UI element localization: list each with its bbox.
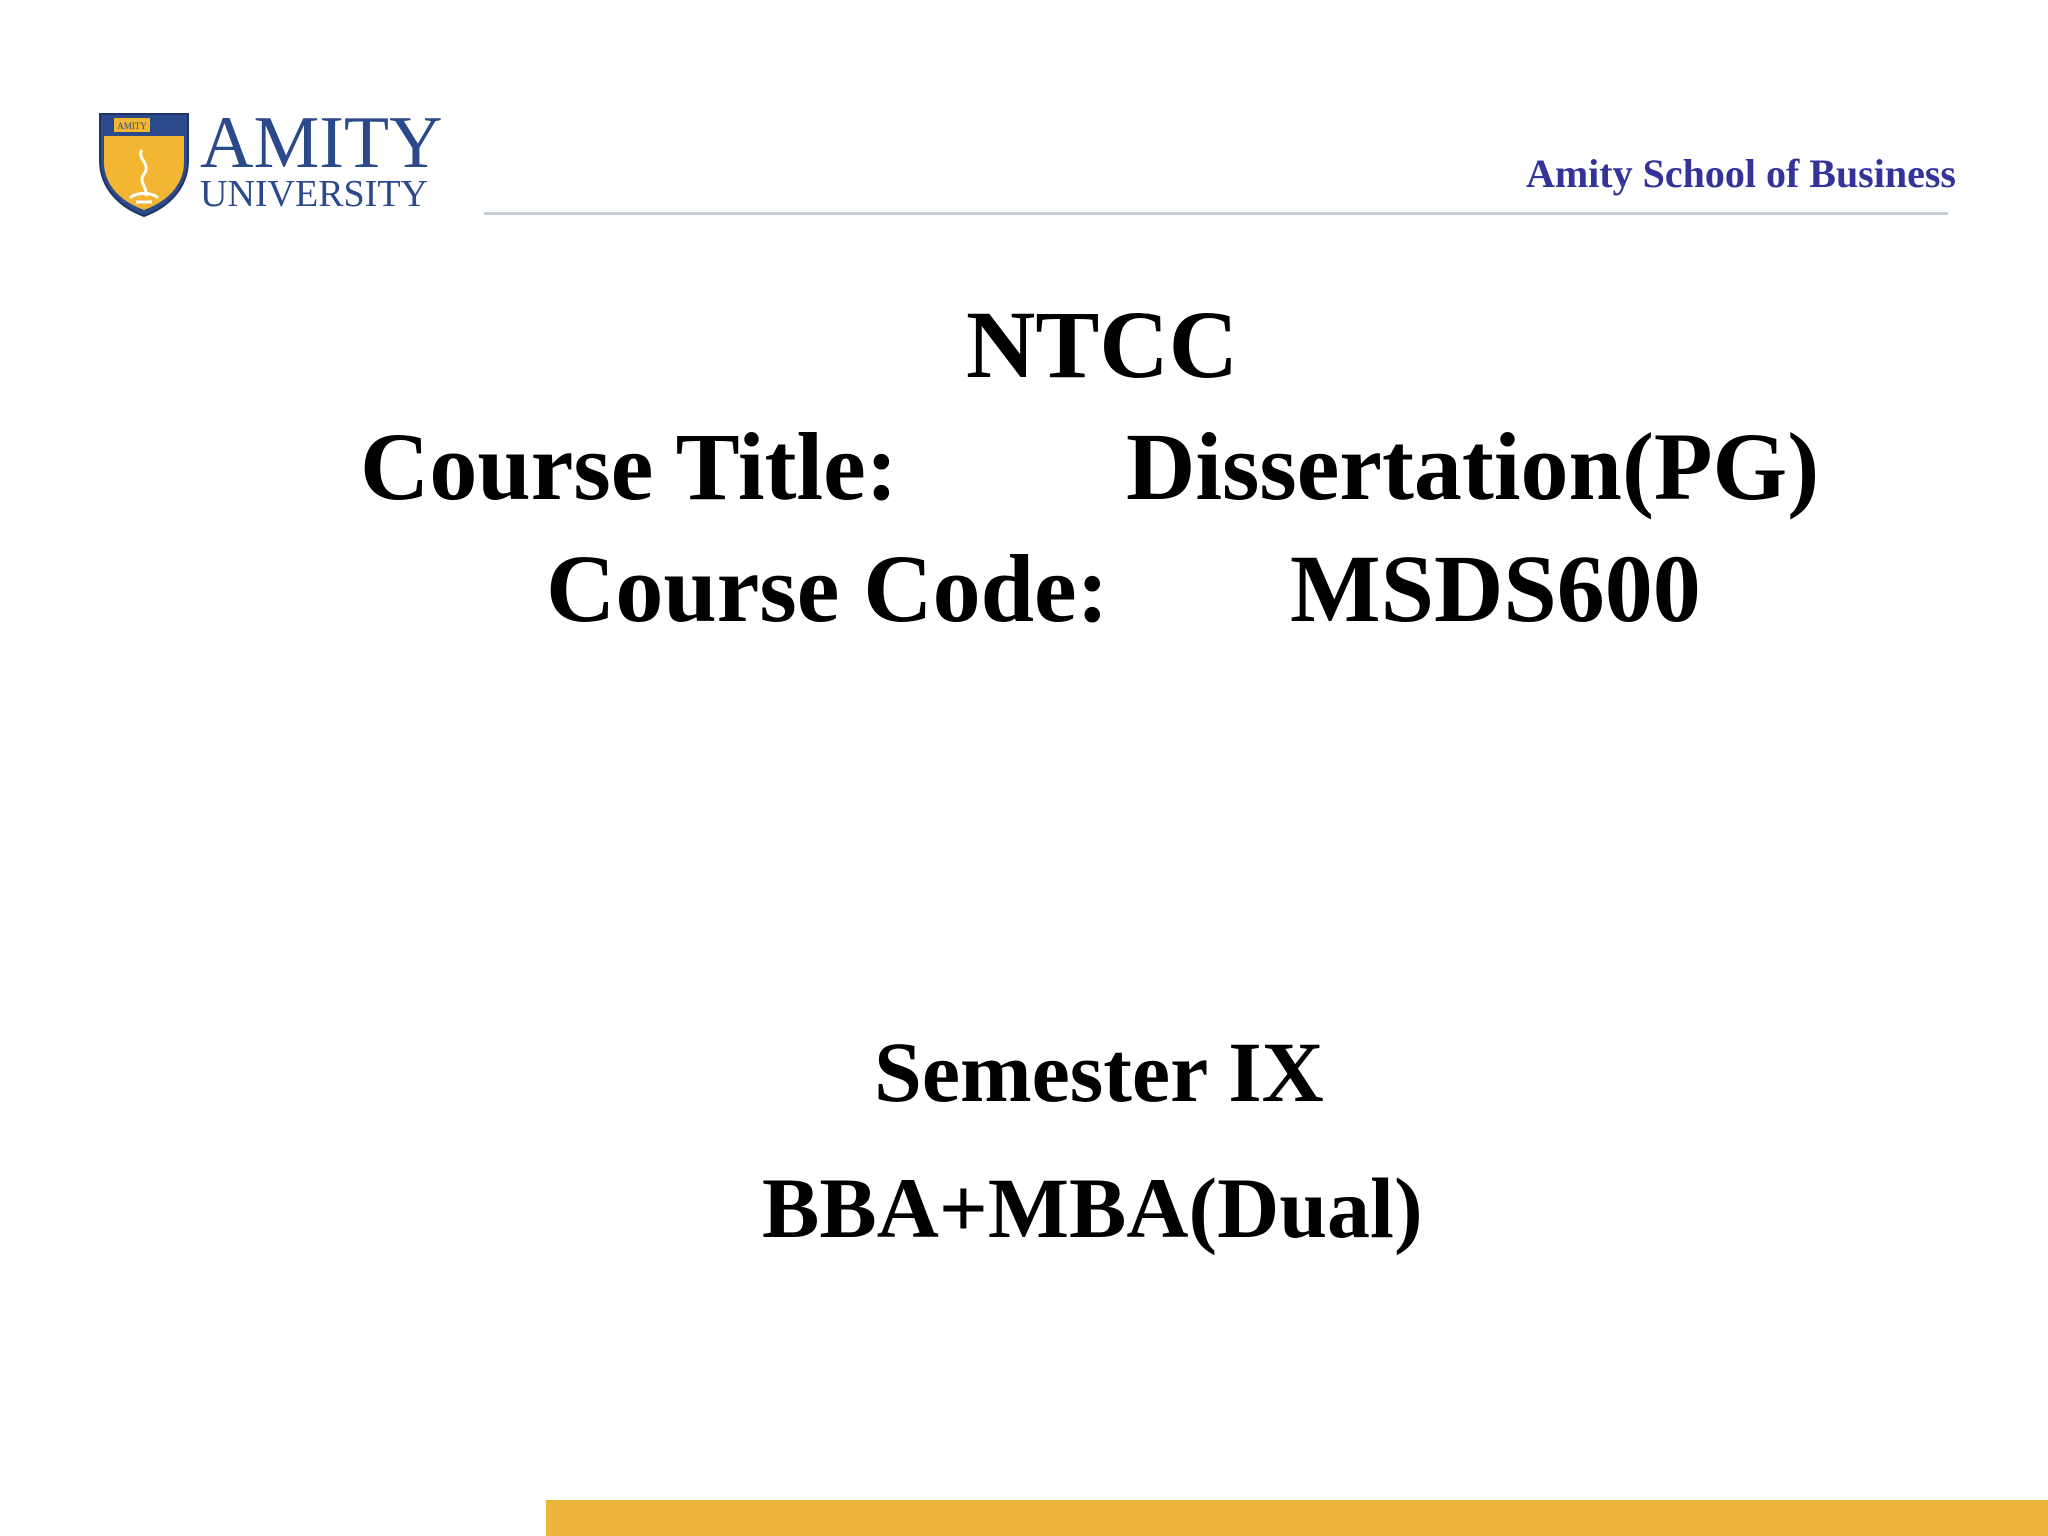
- school-name: Amity School of Business: [1525, 151, 1956, 196]
- heading-ntcc: NTCC: [966, 291, 1239, 398]
- semester-label: Semester IX: [874, 1024, 1324, 1120]
- course-title-value: Dissertation(PG): [1126, 413, 1820, 520]
- course-code-value: MSDS600: [1290, 535, 1701, 642]
- accent-bar: [546, 1500, 2048, 1536]
- logo-word-amity: AMITY: [200, 102, 443, 184]
- degree-label: BBA+MBA(Dual): [762, 1160, 1423, 1256]
- course-code-label: Course Code:: [546, 535, 1109, 642]
- crest-text: AMITY: [117, 121, 147, 131]
- logo-word-university: UNIVERSITY: [200, 173, 428, 215]
- course-title-label: Course Title:: [360, 413, 898, 520]
